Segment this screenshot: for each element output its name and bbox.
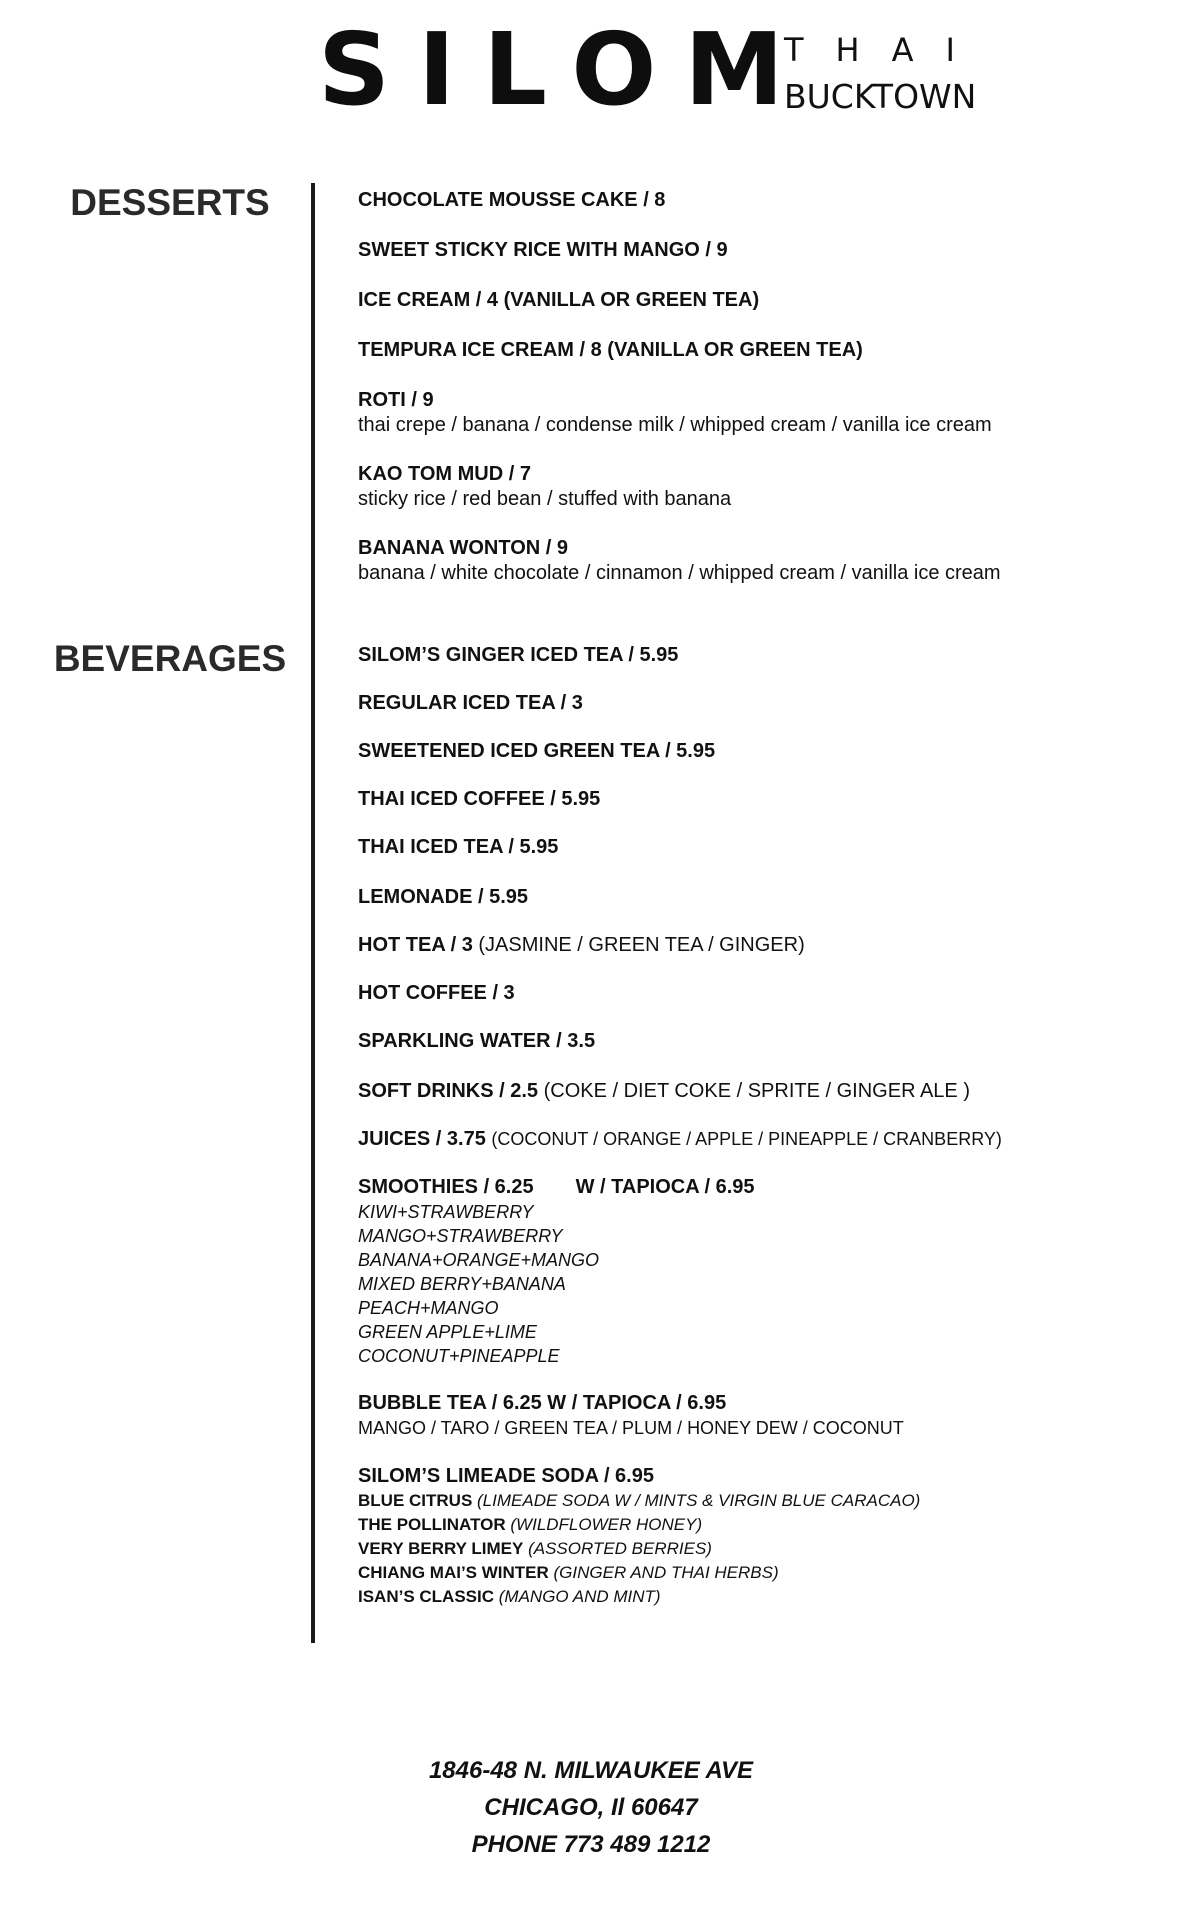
beverages-title: BEVERAGES <box>53 638 287 679</box>
item-name: CHOCOLATE MOUSSE CAKE / 8 <box>358 189 666 211</box>
menu-item <box>358 388 1158 438</box>
menu-item <box>358 691 1158 716</box>
variety-name: CHIANG MAI’S WINTER <box>358 1563 549 1582</box>
smoothies-price: SMOOTHIES / 6.25 <box>358 1176 534 1198</box>
smoothie-flavor: MIXED BERRY+BANANA <box>358 1274 566 1294</box>
item-title: JUICES / 3.75 <box>358 1128 486 1150</box>
item-description: sticky rice / red bean / stuffed with banana <box>358 488 732 510</box>
menu-item <box>358 739 1158 764</box>
logo-location: BUCKTOWN <box>784 77 977 116</box>
bubble-tea-flavors: MANGO / TARO / GREEN TEA / PLUM / HONEY DEW / COCONUT <box>358 1418 904 1438</box>
item-name <box>358 1127 1158 1152</box>
menu-item <box>358 536 1158 586</box>
limeade-variety <box>358 1489 1158 1513</box>
item-options: (JASMINE / GREEN TEA / GINGER) <box>478 934 805 956</box>
item-name <box>358 933 1158 958</box>
menu-header <box>0 0 1182 150</box>
menu-item <box>358 885 1158 910</box>
item-name: LEMONADE / 5.95 <box>358 886 529 908</box>
dessert-list <box>358 188 1158 586</box>
variety-name: VERY BERRY LIMEY <box>358 1539 524 1558</box>
item-name: THAI ICED TEA / 5.95 <box>358 836 559 858</box>
variety-name: ISAN’S CLASSIC <box>358 1587 495 1606</box>
menu-item <box>358 338 1158 363</box>
footer-phone: PHONE 773 489 1212 <box>471 1831 711 1858</box>
limeade-variety <box>358 1585 1158 1609</box>
smoothie-flavor: COCONUT+PINEAPPLE <box>358 1346 560 1366</box>
item-name: SPARKLING WATER / 3.5 <box>358 1030 596 1052</box>
desserts-title: DESSERTS <box>70 182 270 223</box>
restaurant-logo: SILOM <box>318 11 812 128</box>
footer-contact <box>0 1752 1182 1863</box>
menu-item <box>358 1127 1158 1152</box>
item-name <box>358 1175 1158 1200</box>
item-name: HOT COFFEE / 3 <box>358 982 515 1004</box>
variety-desc: (LIMEADE SODA W / MINTS & VIRGIN BLUE CARACAO) <box>477 1491 921 1510</box>
limeade-variety <box>358 1537 1158 1561</box>
smoothie-flavor: GREEN APPLE+LIME <box>358 1322 537 1342</box>
item-name: SWEETENED ICED GREEN TEA / 5.95 <box>358 740 716 762</box>
smoothies-tapioca-price: W / TAPIOCA / 6.95 <box>575 1176 755 1198</box>
item-name: ICE CREAM / 4 (VANILLA OR GREEN TEA) <box>358 289 760 311</box>
smoothie-flavor: MANGO+STRAWBERRY <box>358 1226 563 1246</box>
item-name: SILOM’S GINGER ICED TEA / 5.95 <box>358 644 679 666</box>
menu-item <box>358 787 1158 812</box>
item-name: BANANA WONTON / 9 <box>358 537 568 559</box>
item-description: thai crepe / banana / condense milk / whipped cream / vanilla ice cream <box>358 414 992 436</box>
beverage-list <box>358 643 1158 1609</box>
variety-desc: (MANGO AND MINT) <box>498 1587 661 1606</box>
limeade-item <box>358 1464 1158 1609</box>
item-name: SILOM’S LIMEADE SODA / 6.95 <box>358 1465 654 1487</box>
item-name: KAO TOM MUD / 7 <box>358 463 531 485</box>
menu-item <box>358 462 1158 512</box>
item-name: SWEET STICKY RICE WITH MANGO / 9 <box>358 239 728 261</box>
item-description: banana / white chocolate / cinnamon / whipped cream / vanilla ice cream <box>358 562 1001 584</box>
item-title: HOT TEA / 3 <box>358 934 473 956</box>
menu-item <box>358 933 1158 958</box>
item-title: SOFT DRINKS / 2.5 <box>358 1080 539 1102</box>
menu-item <box>358 238 1158 263</box>
item-options: (COKE / DIET COKE / SPRITE / GINGER ALE ) <box>543 1080 970 1102</box>
footer-city: CHICAGO, Il 60647 <box>484 1794 698 1821</box>
footer-address: 1846-48 N. MILWAUKEE AVE <box>428 1757 754 1784</box>
logo-thai: THAI <box>784 31 987 69</box>
item-name: TEMPURA ICE CREAM / 8 (VANILLA OR GREEN TEA) <box>358 339 863 361</box>
menu-item <box>358 643 1158 668</box>
menu-item <box>358 981 1158 1006</box>
item-name: BUBBLE TEA / 6.25 W / TAPIOCA / 6.95 <box>358 1392 727 1414</box>
item-name: ROTI / 9 <box>358 389 434 411</box>
item-name: THAI ICED COFFEE / 5.95 <box>358 788 601 810</box>
smoothies-item <box>358 1175 1158 1368</box>
limeade-variety <box>358 1561 1158 1585</box>
variety-desc: (GINGER AND THAI HERBS) <box>553 1563 779 1582</box>
item-name: REGULAR ICED TEA / 3 <box>358 692 583 714</box>
bubble-tea-item <box>358 1391 1158 1441</box>
menu-item <box>358 835 1158 860</box>
smoothie-flavor: PEACH+MANGO <box>358 1298 499 1318</box>
smoothie-flavor: KIWI+STRAWBERRY <box>358 1202 534 1222</box>
limeade-variety <box>358 1513 1158 1537</box>
item-options: (COCONUT / ORANGE / APPLE / PINEAPPLE / CRANBERRY) <box>491 1129 1002 1149</box>
variety-desc: (WILDFLOWER HONEY) <box>510 1515 703 1534</box>
smoothie-flavor: BANANA+ORANGE+MANGO <box>358 1250 600 1270</box>
menu-item <box>358 1079 1158 1104</box>
variety-name: THE POLLINATOR <box>358 1515 506 1534</box>
item-name <box>358 1079 1158 1104</box>
vertical-divider <box>311 183 315 1643</box>
menu-item <box>358 288 1158 313</box>
menu-item <box>358 1029 1158 1054</box>
variety-desc: (ASSORTED BERRIES) <box>528 1539 712 1558</box>
menu-item <box>358 188 1158 213</box>
variety-name: BLUE CITRUS <box>358 1491 473 1510</box>
